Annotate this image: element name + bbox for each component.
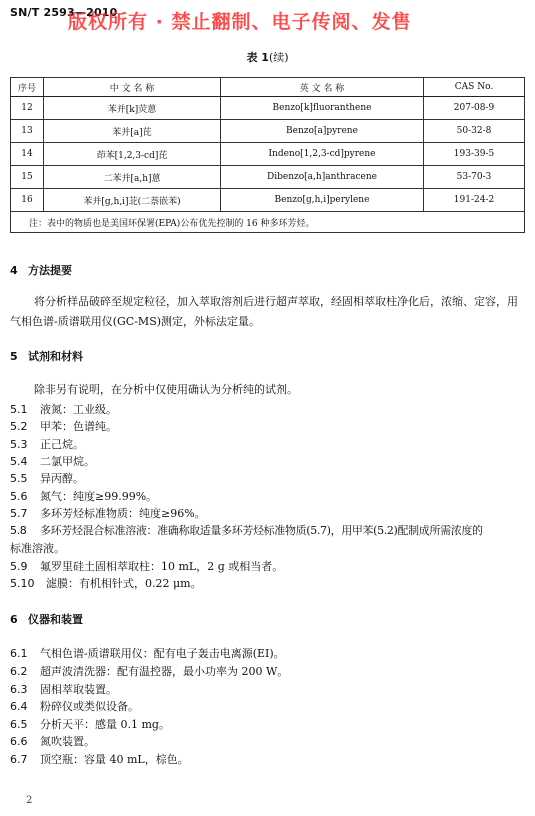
cell-cas: 53-70-3 bbox=[424, 166, 525, 189]
cell-cn: 苯并[k]荧蒽 bbox=[44, 97, 221, 120]
table-row bbox=[11, 189, 525, 212]
table-row bbox=[11, 97, 525, 120]
list-item-5-9 bbox=[10, 558, 283, 574]
item-text: 固相萃取装置。 bbox=[40, 683, 117, 696]
section-4-title: 方法提要 bbox=[28, 264, 72, 277]
cell-en: Dibenzo[a,h]anthracene bbox=[221, 166, 424, 189]
item-number: 5.4 bbox=[10, 455, 28, 468]
cell-no: 16 bbox=[11, 189, 44, 212]
cell-no: 14 bbox=[11, 143, 44, 166]
item-number: 6.7 bbox=[10, 753, 28, 766]
table-title bbox=[0, 49, 535, 65]
section-5-number: 5 bbox=[10, 350, 18, 363]
item-text: 多环芳烃混合标准溶液：准确称取适量多环芳烃标准物质(5.7)，用甲苯(5.2)配制成所需浓度的 bbox=[40, 524, 483, 537]
cell-no: 12 bbox=[11, 97, 44, 120]
table-note-row bbox=[11, 212, 525, 233]
section-6-heading bbox=[10, 611, 83, 627]
item-text: 氟罗里硅土固相萃取柱：10 mL，2 g 或相当者。 bbox=[40, 560, 284, 573]
item-number: 5.1 bbox=[10, 403, 28, 416]
list-item-5-7 bbox=[10, 505, 206, 521]
list-item-5-6 bbox=[10, 488, 157, 504]
list-item-6-4 bbox=[10, 698, 139, 714]
table-row bbox=[11, 166, 525, 189]
list-item-5-8-continued bbox=[10, 540, 65, 556]
cell-en: Indeno[1,2,3-cd]pyrene bbox=[221, 143, 424, 166]
item-text: 二氯甲烷。 bbox=[40, 455, 95, 468]
item-text: 多环芳烃标准物质：纯度≥96%。 bbox=[40, 507, 206, 520]
list-item-5-3 bbox=[10, 436, 84, 452]
section-5-intro: 除非另有说明，在分析中仅使用确认为分析纯的试剂。 bbox=[34, 383, 298, 396]
cell-cas: 191-24-2 bbox=[424, 189, 525, 212]
section-5-title: 试剂和材料 bbox=[28, 350, 83, 363]
list-item-5-8 bbox=[10, 522, 483, 538]
list-item-6-5 bbox=[10, 716, 170, 732]
section-4-heading bbox=[10, 262, 72, 278]
col-header-no: 序号 bbox=[11, 78, 44, 97]
item-number: 5.2 bbox=[10, 420, 28, 433]
col-header-cn: 中 文 名 称 bbox=[44, 78, 221, 97]
item-number: 6.1 bbox=[10, 647, 28, 660]
table-title-label: 表 1 bbox=[246, 51, 269, 64]
cell-cas: 207-08-9 bbox=[424, 97, 525, 120]
pah-table bbox=[10, 77, 525, 233]
list-item-5-2 bbox=[10, 418, 117, 434]
cell-en: Benzo[a]pyrene bbox=[221, 120, 424, 143]
item-number: 5.7 bbox=[10, 507, 28, 520]
cell-cn: 苯并[g,h,i]苝(二萘嵌苯) bbox=[44, 189, 221, 212]
item-number: 5.8 bbox=[10, 524, 27, 537]
item-text: 甲苯：色谱纯。 bbox=[40, 420, 117, 433]
item-number: 5.9 bbox=[10, 560, 28, 573]
copyright-watermark: 版权所有 · 禁止翻制、电子传阅、发售 bbox=[68, 11, 412, 33]
cell-no: 15 bbox=[11, 166, 44, 189]
section-6-title: 仪器和装置 bbox=[28, 613, 83, 626]
standard-code: SN/T 2593—2010 bbox=[10, 6, 118, 19]
item-number: 6.5 bbox=[10, 718, 28, 731]
table-row bbox=[11, 120, 525, 143]
section-5-heading bbox=[10, 348, 83, 364]
cell-cas: 50-32-8 bbox=[424, 120, 525, 143]
col-header-cas: CAS No. bbox=[424, 78, 525, 97]
list-item-6-1 bbox=[10, 645, 285, 661]
list-item-6-2 bbox=[10, 663, 288, 679]
section-4-number: 4 bbox=[10, 264, 18, 277]
table-note: 注：表中的物质也是美国环保署(EPA)公布优先控制的 16 种多环芳烃。 bbox=[11, 212, 525, 233]
table-row bbox=[11, 143, 525, 166]
list-item-5-5 bbox=[10, 470, 84, 486]
list-item-5-4 bbox=[10, 453, 95, 469]
cell-cn: 茚苯[1,2,3-cd]芘 bbox=[44, 143, 221, 166]
item-text: 液氮：工业级。 bbox=[40, 403, 117, 416]
list-item-5-1 bbox=[10, 401, 117, 417]
item-text: 气相色谱-质谱联用仪：配有电子轰击电离源(EI)。 bbox=[40, 647, 285, 660]
col-header-en: 英 文 名 称 bbox=[221, 78, 424, 97]
item-text: 异丙醇。 bbox=[40, 472, 84, 485]
item-text: 正己烷。 bbox=[40, 438, 84, 451]
section-6-number: 6 bbox=[10, 613, 18, 626]
cell-cn: 二苯并[a,h]蒽 bbox=[44, 166, 221, 189]
list-item-6-7 bbox=[10, 751, 189, 767]
section-4-text: 将分析样品破碎至规定粒径，加入萃取溶剂后进行超声萃取，经固相萃取柱净化后，浓缩、定容，用气相色谱-质谱联用仪(GC-MS)测定，外标法定量。 bbox=[10, 295, 518, 328]
item-text: 滤膜：有机相针式，0.22 μm。 bbox=[46, 577, 202, 590]
item-number: 5.5 bbox=[10, 472, 28, 485]
cell-no: 13 bbox=[11, 120, 44, 143]
item-number: 6.2 bbox=[10, 665, 28, 678]
item-number: 5.3 bbox=[10, 438, 28, 451]
table-title-suffix: (续) bbox=[268, 51, 289, 64]
list-item-6-3 bbox=[10, 681, 117, 697]
cell-en: Benzo[g,h,i]perylene bbox=[221, 189, 424, 212]
item-number: 6.4 bbox=[10, 700, 28, 713]
list-item-6-6 bbox=[10, 733, 95, 749]
cell-cn: 苯并[a]芘 bbox=[44, 120, 221, 143]
item-text: 粉碎仪或类似设备。 bbox=[40, 700, 139, 713]
item-text: 氮气：纯度≥99.99%。 bbox=[40, 490, 158, 503]
item-number: 6.6 bbox=[10, 735, 28, 748]
page-number: 2 bbox=[26, 795, 33, 806]
item-text: 超声波清洗器：配有温控器，最小功率为 200 W。 bbox=[40, 665, 289, 678]
item-text: 分析天平：感量 0.1 mg。 bbox=[40, 718, 170, 731]
item-number: 5.10 bbox=[10, 577, 35, 590]
cell-en: Benzo[k]fluoranthene bbox=[221, 97, 424, 120]
item-number: 5.6 bbox=[10, 490, 28, 503]
item-text: 顶空瓶：容量 40 mL，棕色。 bbox=[40, 753, 189, 766]
list-item-5-10 bbox=[10, 575, 202, 591]
item-number: 6.3 bbox=[10, 683, 28, 696]
cell-cas: 193-39-5 bbox=[424, 143, 525, 166]
item-text: 氮吹装置。 bbox=[40, 735, 95, 748]
table-header-row bbox=[11, 78, 525, 97]
item-text-continued: 标准溶液。 bbox=[10, 542, 65, 555]
